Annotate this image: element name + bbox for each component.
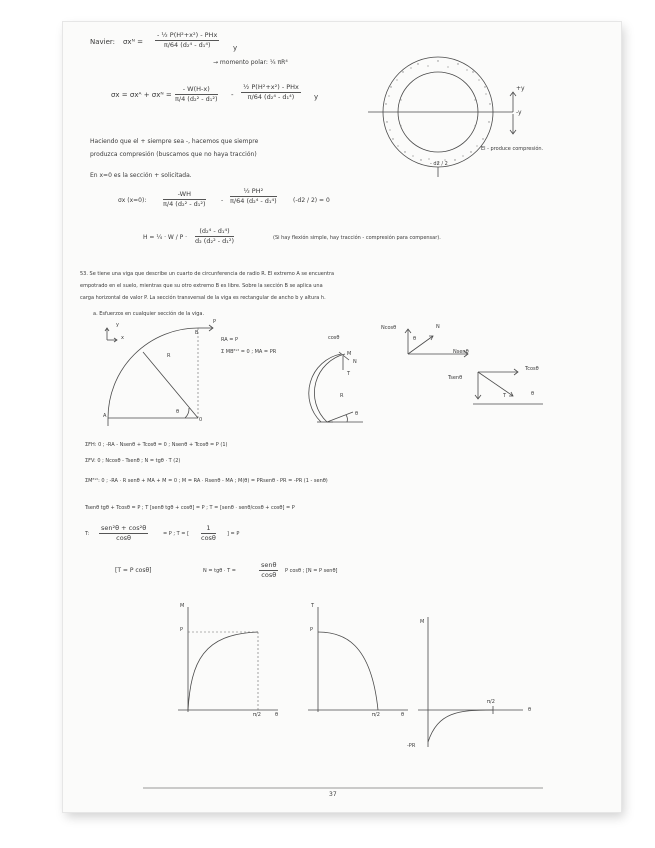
eq-n-lhs: N = tgθ · T = xyxy=(203,568,236,574)
eq-t2-den2: cosθ xyxy=(201,533,216,542)
t-label: T xyxy=(503,393,507,399)
graph-3-x-label: θ xyxy=(528,707,532,713)
sigma-term-b xyxy=(241,84,301,100)
section-r-label: R xyxy=(340,393,344,399)
ring-note: El - produce compresión. xyxy=(481,146,544,152)
nsen-label: Nsenθ xyxy=(453,349,469,355)
beam-label-p: P xyxy=(213,319,217,325)
ring-bottom-label: - d2 / 2 xyxy=(430,161,448,167)
section-n-label: N xyxy=(353,359,357,365)
h-fraction xyxy=(195,228,234,244)
eq-t2-frac2 xyxy=(201,525,216,541)
beam-x-axis: x xyxy=(121,335,124,341)
beam-label-b: B xyxy=(195,330,199,336)
beam-label-r: R xyxy=(167,353,171,359)
eq-t3-result: [T = P cosθ] xyxy=(115,567,152,574)
eq-sum-fh: ΣFH: 0 ; -RA - Nsenθ + Tcosθ = 0 ; Nsenθ + Tcosθ = P (1) xyxy=(85,442,228,448)
beam-label-o: 0 xyxy=(199,417,203,423)
sigma-minus: - xyxy=(231,91,234,99)
ring-section-diagram xyxy=(373,42,573,192)
x0-term-b-num: ½ PH² xyxy=(230,188,277,197)
graph-3 xyxy=(413,612,533,752)
eq-t2-frac xyxy=(99,525,148,541)
sigma-term-a-den: π/4 (d₂² - d₁²) xyxy=(175,94,218,103)
eq-t1: Tsenθ tgθ + Tcosθ = P ; T [senθ tgθ + cosθ] = P ; T = [senθ · senθ/cosθ + cosθ] = P xyxy=(85,505,295,511)
sigma-term-b-num: ½ P(H²+x²) - PHx xyxy=(243,83,299,91)
sigma-y: y xyxy=(314,93,319,101)
problem-53-part-a: a. Esfuerzos en cualquier sección de la viga. xyxy=(93,311,205,317)
graph-1 xyxy=(173,602,283,722)
page-number: 37 xyxy=(329,791,337,798)
force-t-diagram xyxy=(468,364,558,409)
beam-y-axis: y xyxy=(116,322,119,328)
ncos-label: Ncosθ xyxy=(381,325,397,331)
x0-term-a-num: -WH xyxy=(163,191,206,200)
bottom-rule xyxy=(143,785,543,791)
eq-t2-lhs: T: xyxy=(85,531,90,537)
graph-3-curve xyxy=(428,710,493,742)
problem-53-line-b: empotrado en el suelo, mientras que su otro extremo B es libre. Sobre la sección B se aplica una xyxy=(80,283,323,289)
sigma-term-a-num: - W(H-x) xyxy=(175,86,218,95)
eq-t2-den: cosθ xyxy=(116,533,132,542)
eq-t2-num: sen²θ + cos²θ xyxy=(101,524,147,532)
minus-y-label: -y xyxy=(516,109,522,116)
graph-2-curve xyxy=(318,632,378,710)
h-lhs: H = ¼ · W / P · xyxy=(143,234,188,241)
graph-1-p-label: P xyxy=(180,627,184,633)
x0-minus: - xyxy=(221,197,224,204)
beam-label-a: A xyxy=(103,413,107,419)
moment-mb: Σ MBᴱˣᵗ = 0 ; MA = PR xyxy=(221,349,277,355)
plus-y-label: +y xyxy=(516,85,525,92)
radius-line xyxy=(143,352,198,418)
graph-3-y-label: M xyxy=(420,619,425,625)
graph-1-y-label: M xyxy=(180,603,185,609)
eq-n-frac xyxy=(259,562,278,578)
navier-numerator: - ½ P(H²+x²) - PHx xyxy=(157,31,218,39)
h-num: (d₂⁴ - d₁⁴) xyxy=(195,228,234,237)
eq-sum-me: ΣMᴱˣᵗ: 0 ; -RA · R senθ + MA + M = 0 ; M = RA · Rsenθ - MA ; M(θ) = PRsenθ - PR = -PR (1 - senθ) xyxy=(85,478,328,484)
t-theta-label: θ xyxy=(531,391,535,397)
paragraph-1-line-b: produzca compresión (buscamos que no haya tracción) xyxy=(90,151,257,158)
h-den: d₂ (d₂² - d₁²) xyxy=(195,236,235,245)
graph-1-curve xyxy=(188,632,258,710)
section-m-label: M xyxy=(347,351,352,357)
n-label: N xyxy=(436,324,440,330)
eq-t2-end: ] = P xyxy=(227,531,240,537)
navier-denominator: π/64 (d₂⁴ - d₁⁴) xyxy=(163,40,211,49)
problem-53-line-c: carga horizontal de valor P. La sección transversal de la viga es rectangular de ancho b y altura h. xyxy=(80,295,326,301)
reaction-ra: RA = P xyxy=(221,337,239,343)
section-theta-label: θ xyxy=(355,411,359,417)
eq-n-tail: P cosθ ; [N = P senθ] xyxy=(285,568,338,574)
x0-term-b xyxy=(230,188,277,204)
graph-2 xyxy=(303,602,413,722)
notebook-page xyxy=(63,22,621,812)
x0-heading: En x=0 es la sección + solicitada. xyxy=(90,172,192,179)
eq-n-den: cosθ xyxy=(261,570,277,579)
section-cos-label: cosθ xyxy=(328,335,340,341)
sigma-term-b-den: π/64 (d₂⁴ - d₁⁴) xyxy=(247,92,295,101)
sigma-total-lhs: σx = σxᴬ + σxᴺ = xyxy=(111,91,172,99)
problem-53-line-a: 53. Se tiene una viga que describe un cuarto de circunferencia de radio R. El extremo A se encuentra xyxy=(80,271,335,277)
graph-2-y-label: T xyxy=(311,603,315,609)
eq-n-num: senθ xyxy=(261,561,277,569)
theta-arc xyxy=(185,408,189,418)
n-theta-label: θ xyxy=(413,336,417,342)
momento-polar-note: → momento polar: ¼ πR⁴ xyxy=(213,59,288,66)
beam-label-theta: θ xyxy=(176,409,180,415)
graph-2-xend-label: π/2 xyxy=(372,712,380,718)
graph-3-xend-label: π/2 xyxy=(487,699,495,705)
tsen-label: Tsenθ xyxy=(448,375,463,381)
x0-term-a xyxy=(163,191,206,207)
paragraph-1-line-a: Haciendo que el + siempre sea -, hacemos que siempre xyxy=(90,138,259,145)
graph-1-x-label: θ xyxy=(275,712,279,718)
graph-2-p-label: P xyxy=(310,627,314,633)
eq-t2-mid: = P ; T = [ xyxy=(163,531,190,537)
graph-1-xend-label: π/2 xyxy=(253,712,261,718)
tcos-label: Tcosθ xyxy=(525,366,539,372)
navier-label: Navier: xyxy=(90,38,116,46)
x0-eq-tail: (-d2 / 2) = 0 xyxy=(293,197,330,204)
force-n-diagram xyxy=(398,324,488,364)
graph-2-x-label: θ xyxy=(401,712,405,718)
beam-arc xyxy=(108,328,198,418)
navier-y: y xyxy=(233,44,238,52)
h-note: (Si hay flexión simple, hay tracción - compresión para compensar). xyxy=(273,235,441,241)
navier-lhs: σxᴺ = xyxy=(123,38,143,46)
sigma-term-a xyxy=(175,86,218,102)
eq-sum-fv: ΣFV: 0 ; Ncosθ - Tsenθ ; N = tgθ · T (2) xyxy=(85,458,181,464)
x0-eq-lhs: σx (x=0): xyxy=(118,197,147,204)
section-cut-diagram xyxy=(313,342,373,432)
section-t-label: T xyxy=(347,371,351,377)
eq-t2-num2: 1 xyxy=(201,525,216,534)
x0-term-a-den: π/4 (d₂² - d₁²) xyxy=(163,199,206,208)
x0-term-b-den: π/64 (d₂⁴ - d₁⁴) xyxy=(230,196,277,205)
navier-fraction xyxy=(155,32,219,48)
graph-3-bottom-label: -PR xyxy=(407,743,416,749)
